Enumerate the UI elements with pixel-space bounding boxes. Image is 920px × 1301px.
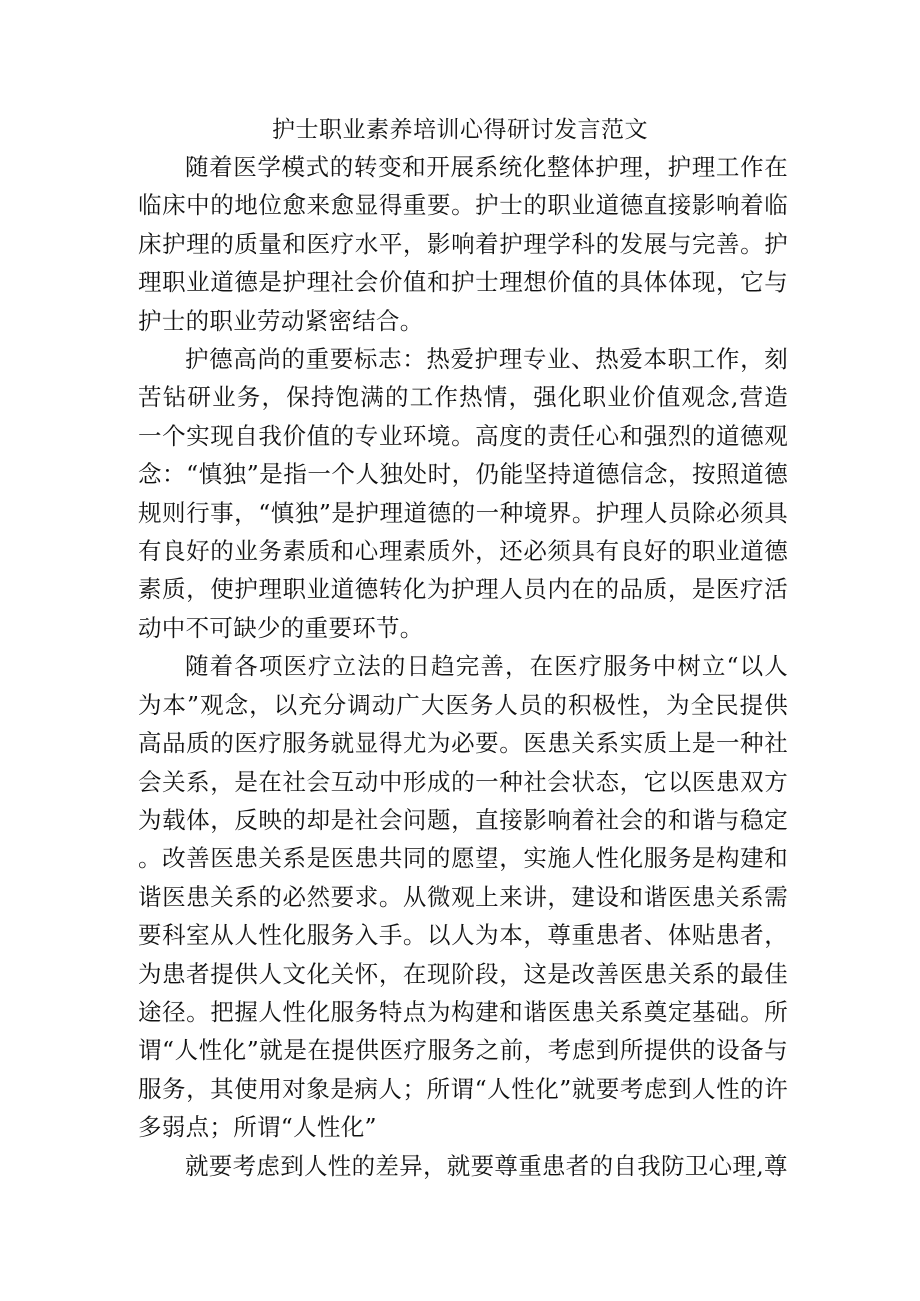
paragraph-1: 随着医学模式的转变和开展系统化整体护理，护理工作在临床中的地位愈来愈显得重要。护士的职业道德直接影响着临床护理的质量和医疗水平，影响着护理学科的发展与完善。护理职业道德是护理社会价值和护士理想价值的具体体现，它与护士的职业劳动紧密结合。: [138, 153, 788, 335]
paragraph-4: 就要考虑到人性的差异，就要尊重患者的自我防卫心理,尊: [185, 1151, 788, 1180]
document-title: 护士职业素养培训心得研讨发言范文: [272, 117, 648, 143]
paragraph-2: 护德高尚的重要标志：热爱护理专业、热爱本职工作，刻苦钻研业务，保持饱满的工作热情，强化职业价值观念,营造一个实现自我价值的专业环境。高度的责任心和强烈的道德观念：“慎独”是指一个人独处时，仍能坚持道德信念，按照道德规则行事，“慎独”是护理道德的一种境界。护理人员除必须具有良好的业务素质和心理素质外，还必须具有良好的职业道德素质，使护理职业道德转化为护理人员内在的品质，是医疗活动中不可缺少的重要环节。: [138, 345, 788, 642]
document-body: [138, 148, 788, 1185]
paragraph-3: 随着各项医疗立法的日趋完善，在医疗服务中树立“以人为本”观念，以充分调动广大医务人员的积极性，为全民提供高品质的医疗服务就显得尤为必要。医患关系实质上是一种社会关系，是在社会互动中形成的一种社会状态，它以医患双方为载体，反映的却是社会问题，直接影响着社会的和谐与稳定。改善医患关系是医患共同的愿望，实施人性化服务是构建和谐医患关系的必然要求。从微观上来讲，建设和谐医患关系需要科室从人性化服务入手。以人为本，尊重患者、体贴患者，为患者提供人文化关怀，在现阶段，这是改善医患关系的最佳途径。把握人性化服务特点为构建和谐医患关系奠定基础。所谓“人性化”就是在提供医疗服务之前，考虑到所提供的设备与服务，其使用对象是病人；所谓“人性化”就要考虑到人性的许多弱点；所谓“人性化”: [138, 652, 788, 1142]
